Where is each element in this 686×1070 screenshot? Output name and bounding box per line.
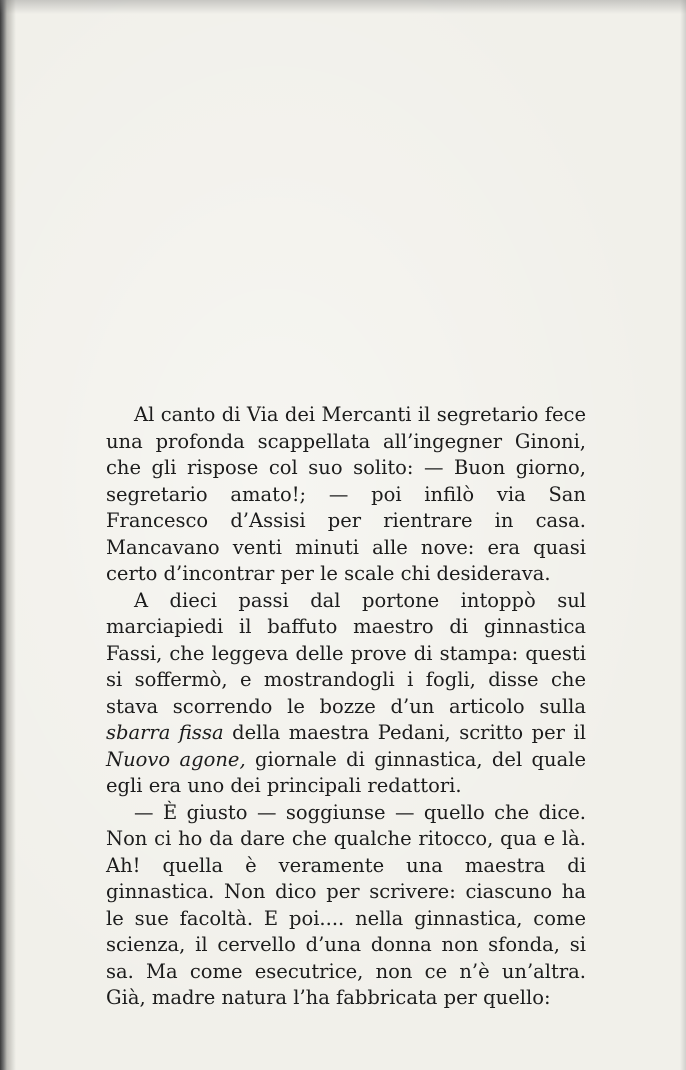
text-run: — È giusto — soggiunse — quello che dice. Non ci ho da dare che qualche ritocco, qua e là. Ah! quella è veramente una maestra di ginnastica. Non dico per scrivere: ciascuno ha le sue facoltà. E poi.... nella ginnastica, come scienza, il cervello d’una donna non sfonda, si sa. Ma come esecutrice, non ce n’è un’altra. Già, madre natura l’ha fabbricata per quello: [106, 800, 586, 1009]
paragraph-2 [106, 588, 586, 800]
italic-title-nuovo-agone: Nuovo agone, [106, 747, 246, 771]
text-run: A dieci passi dal portone intoppò sul marciapiedi il baffuto maestro di ginnastica Fassi, che leggeva delle prove di stampa: questi si soffermò, e mostrandogli i fogli, disse che stava scorrendo le bozze d’un articolo sulla [106, 588, 586, 718]
text-run: giornale di ginnastica, del quale egli era uno dei principali redattori. [106, 747, 586, 797]
top-edge-shadow [0, 0, 686, 14]
italic-term-sbarra-fissa: sbarra fissa [106, 721, 224, 744]
text-run: Al canto di Via dei Mercanti il segretario fece una profonda scappellata all’ingegner Ginoni, che gli rispose col suo solito: — Buon giorno, segretario amato!; — poi infilò via San Francesco d’Assisi per rientrare in casa. Mancavano venti minuti alle nove: era quasi certo d’incontrar per le scale chi desiderava. [106, 403, 586, 585]
paragraph-1 [106, 402, 586, 588]
spine-shadow [0, 0, 16, 1070]
right-edge-shadow [680, 0, 686, 1070]
text-run: della maestra Pedani, scritto per il [223, 721, 586, 744]
body-text [106, 402, 586, 1012]
paragraph-3 [106, 800, 586, 1012]
